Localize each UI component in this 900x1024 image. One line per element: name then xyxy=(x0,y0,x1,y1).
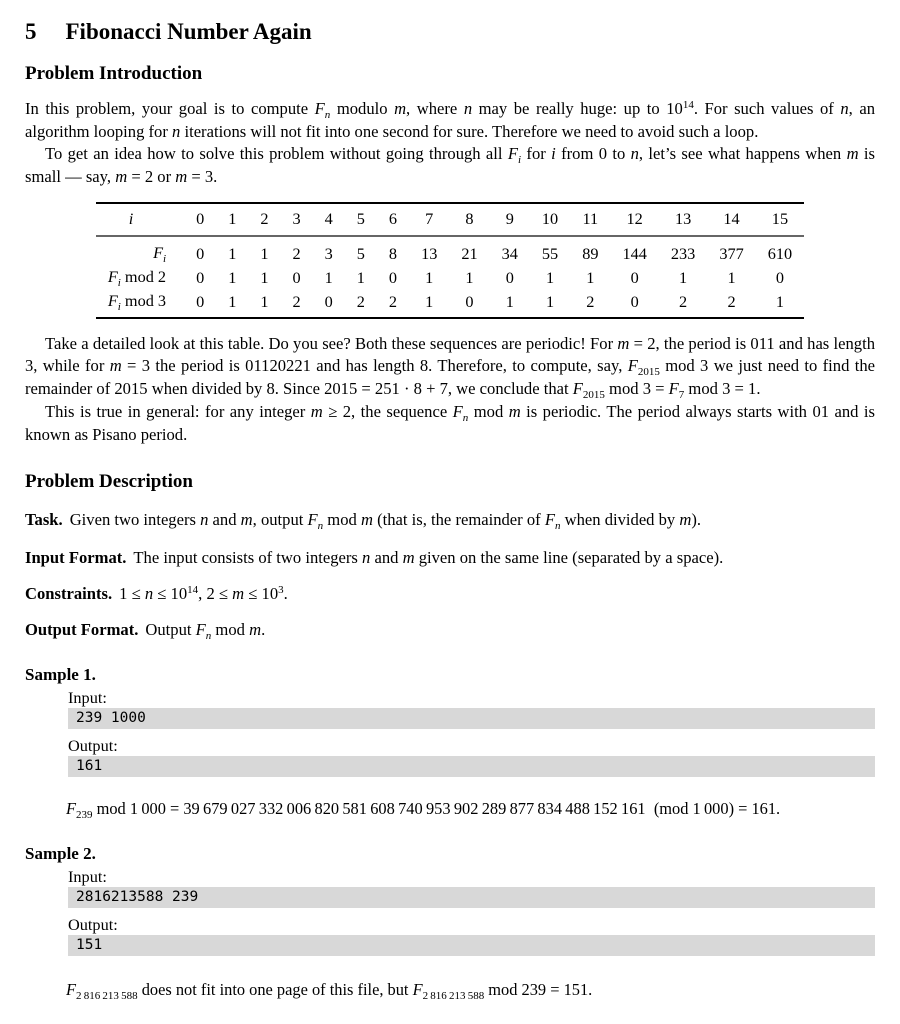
table-header-cell: 12 xyxy=(610,203,658,236)
table-row xyxy=(96,290,804,318)
text-run: n xyxy=(200,509,209,529)
table-cell: 0 xyxy=(775,268,785,288)
intro-heading: Problem Introduction xyxy=(25,63,203,84)
text-run: and xyxy=(370,547,403,567)
text-run: F xyxy=(307,509,318,529)
table-cell: 610 xyxy=(767,244,793,264)
table-header-cell: 7 xyxy=(409,203,449,236)
sample-2-output-label: Output: xyxy=(68,914,118,934)
table-cell: 34 xyxy=(501,244,518,264)
text-run: F xyxy=(107,291,118,311)
text-run: is periodic. The period always starts with 01 and is known as Pisano period. xyxy=(25,402,875,445)
text-run: n xyxy=(554,519,561,532)
sample-2-input-value: 2816213588 239 xyxy=(68,887,875,908)
text-run: n xyxy=(324,109,331,121)
text-run: 14 xyxy=(187,583,199,596)
text-run: n xyxy=(172,122,181,141)
text-run: n xyxy=(462,412,469,425)
text-run: n xyxy=(362,547,371,567)
text-run: F xyxy=(195,619,206,639)
text-run: given on the same line (separated by a space). xyxy=(414,547,724,567)
table-cell: 1 xyxy=(228,268,237,288)
text-run: m xyxy=(402,547,415,567)
description-heading: Problem Description xyxy=(25,470,193,492)
table-header-cell: 0 xyxy=(184,203,216,236)
table-cell: 2 xyxy=(292,244,301,264)
text-run: The input consists of two integers xyxy=(133,547,363,567)
sample-2-input-label: Input: xyxy=(68,866,107,886)
text-run: n xyxy=(840,99,849,118)
table-cell: 1 xyxy=(260,292,269,312)
text-run: 14 xyxy=(682,99,694,111)
constraints-label: Constraints. xyxy=(25,583,113,603)
table-header-cell: 8 xyxy=(449,203,489,236)
text-run: F xyxy=(668,379,679,399)
text-run: and xyxy=(208,509,241,529)
table-cell: 1 xyxy=(260,268,269,288)
text-run: n xyxy=(630,143,639,163)
text-run: F xyxy=(66,798,77,818)
text-run: m xyxy=(240,509,253,529)
text-run: from 0 to xyxy=(555,143,631,163)
text-run: = 2, the period is 011 and has length 3, while for xyxy=(25,334,875,376)
intro-paragraph-2 xyxy=(25,143,875,188)
text-run: mod xyxy=(211,619,250,639)
text-run: m xyxy=(249,619,262,639)
text-run: 2 816 213 588 xyxy=(76,989,138,1002)
table-cell: 2 xyxy=(586,292,595,312)
text-run: F xyxy=(452,402,463,422)
text-run: Given two integers xyxy=(69,509,201,529)
pisano-table-wrapper xyxy=(25,202,875,319)
text-run: 1 ≤ xyxy=(119,583,145,603)
table-cell: 1 xyxy=(505,292,514,312)
table-cell: 1 xyxy=(775,292,785,312)
table-cell: 1 xyxy=(727,268,736,288)
text-run: m xyxy=(232,583,245,603)
text-run: , where xyxy=(406,99,464,118)
text-run: F xyxy=(544,509,555,529)
table-cell: 1 xyxy=(465,268,474,288)
text-run: m xyxy=(360,509,373,529)
intro-paragraph-1 xyxy=(25,98,875,143)
text-run: mod xyxy=(323,509,361,529)
text-run: 2015 xyxy=(582,389,605,402)
table-cell: 2 xyxy=(356,292,365,312)
task-text xyxy=(69,509,702,532)
table-header-cell: 14 xyxy=(707,203,755,236)
table-cell: 1 xyxy=(324,268,333,288)
table-header-cell: 11 xyxy=(570,203,610,236)
text-run: mod xyxy=(468,402,509,422)
table-cell: 0 xyxy=(196,244,205,264)
sample-2-output-value: 151 xyxy=(68,935,875,956)
table-cell: 1 xyxy=(425,268,434,288)
sample-1-output-label: Output: xyxy=(68,735,118,755)
table-header-label xyxy=(96,203,184,236)
table-cell: 1 xyxy=(545,292,555,312)
text-run: n xyxy=(463,99,473,118)
section-title xyxy=(25,19,875,45)
pisano-table xyxy=(96,202,804,319)
text-run: F xyxy=(314,99,325,118)
table-row xyxy=(96,266,804,290)
task-item xyxy=(25,509,875,532)
constraints-text xyxy=(119,584,288,603)
text-run: m xyxy=(109,356,122,376)
sample-1-input-label: Input: xyxy=(68,687,107,707)
intro-paragraph-4 xyxy=(25,401,875,446)
text-run: m xyxy=(310,402,323,422)
text-run: m xyxy=(508,402,521,422)
table-cell: 1 xyxy=(228,292,237,312)
text-run: m xyxy=(115,166,128,186)
text-run: m xyxy=(394,99,407,118)
text-run: may be really huge: up to 10 xyxy=(472,99,683,118)
text-run: mod 1 000 = 39 679 027 332 006 820 581 608 740 953 902 289 877 834 488 152 161 (mod 1 000) = 161. xyxy=(92,798,781,818)
table-row-label xyxy=(96,266,184,290)
text-run: F xyxy=(66,979,77,999)
table-cell: 377 xyxy=(719,244,744,264)
sample-1-heading: Sample 1. xyxy=(25,664,96,684)
text-run: 3 xyxy=(278,583,284,596)
text-run: Output xyxy=(145,619,196,639)
table-cell: 2 xyxy=(727,292,736,312)
table-header-cell: 15 xyxy=(756,203,804,236)
table-row xyxy=(96,236,804,266)
text-run: m xyxy=(846,143,859,163)
text-run: m xyxy=(175,166,188,186)
text-run: . xyxy=(261,619,266,639)
table-cell: 1 xyxy=(545,268,555,288)
table-header-cell: 6 xyxy=(377,203,409,236)
text-run: n xyxy=(317,519,324,532)
section-title-text: Fibonacci Number Again xyxy=(65,19,312,44)
text-run: n xyxy=(144,583,154,603)
text-run: mod 3 = 1. xyxy=(684,379,761,399)
text-run: F xyxy=(627,356,638,376)
text-run: i xyxy=(128,209,134,229)
table-cell: 55 xyxy=(541,244,559,264)
intro-paragraph-3 xyxy=(25,333,875,401)
text-run: . For such values of xyxy=(693,99,841,118)
table-header-cell: 2 xyxy=(248,203,280,236)
text-run: when divided by xyxy=(560,509,680,529)
text-run: F xyxy=(507,143,519,163)
table-cell: 0 xyxy=(292,268,301,288)
text-run: mod 3 we just need to find the remainder of 2015 when divided by 8. Since 2015 = 251 · 8 + 7, we conclude that xyxy=(25,356,876,399)
input-format-item xyxy=(25,547,875,568)
text-run: m xyxy=(617,334,630,354)
text-run: = 3. xyxy=(187,166,218,186)
table-cell: 0 xyxy=(630,292,639,312)
table-cell: 1 xyxy=(260,244,269,264)
text-run: mod 2 xyxy=(120,267,167,287)
text-run: mod 239 = 151. xyxy=(484,979,593,999)
text-run: (that is, the remainder of xyxy=(372,509,545,529)
text-run: In this problem, your goal is to compute xyxy=(25,99,315,118)
text-run: This is true in general: for any integer xyxy=(45,402,311,422)
text-run: i xyxy=(117,277,121,290)
table-cell: 144 xyxy=(622,244,647,264)
sample-1-block xyxy=(25,665,875,821)
input-format-label: Input Format. xyxy=(25,547,127,567)
text-run: , output xyxy=(252,509,308,529)
table-cell: 0 xyxy=(388,268,398,288)
output-format-text xyxy=(145,619,266,642)
table-cell: 0 xyxy=(196,268,205,288)
text-run: . xyxy=(283,583,288,603)
text-run: m xyxy=(679,509,692,529)
text-run: To get an idea how to solve this problem without going through all xyxy=(45,143,508,163)
table-header-cell: 13 xyxy=(659,203,707,236)
text-run: ≥ 2, the sequence xyxy=(322,402,453,422)
text-run: , 2 ≤ xyxy=(198,583,233,603)
table-header-cell: 3 xyxy=(281,203,313,236)
text-run: is small — say, xyxy=(25,143,875,186)
text-run: F xyxy=(572,379,583,399)
text-run: modulo xyxy=(330,99,395,118)
table-cell: 8 xyxy=(388,244,398,264)
text-run: i xyxy=(551,143,556,163)
text-run: ≤ 10 xyxy=(153,583,188,603)
table-cell: 1 xyxy=(425,292,434,312)
task-label: Task. xyxy=(25,509,63,529)
table-cell: 3 xyxy=(324,244,333,264)
table-cell: 0 xyxy=(196,292,205,312)
sample-1-note xyxy=(66,797,875,821)
constraints-item xyxy=(25,583,875,604)
text-run: = 2 or xyxy=(127,166,176,186)
sample-1-input-value: 239 1000 xyxy=(68,708,875,729)
table-cell: 0 xyxy=(505,268,514,288)
text-run: for xyxy=(521,143,552,163)
table-cell: 2 xyxy=(388,292,398,312)
text-run: i xyxy=(163,253,167,266)
table-cell: 5 xyxy=(356,244,365,264)
table-cell: 0 xyxy=(324,292,333,312)
table-header-cell: 1 xyxy=(216,203,248,236)
text-run: ≤ 10 xyxy=(244,583,279,603)
table-header-cell: 9 xyxy=(490,203,530,236)
text-run: does not fit into one page of this file, but xyxy=(137,979,413,999)
text-run: mod 3 = xyxy=(604,379,669,399)
table-cell: 0 xyxy=(630,268,639,288)
output-format-label: Output Format. xyxy=(25,619,139,639)
table-cell: 89 xyxy=(582,244,599,264)
text-run: i xyxy=(117,301,121,314)
text-run: i xyxy=(518,153,522,166)
table-header-row xyxy=(96,203,804,236)
text-run: , an algorithm looping for xyxy=(25,99,875,141)
text-run: F xyxy=(153,243,164,263)
table-header-cell: 4 xyxy=(313,203,345,236)
table-cell: 233 xyxy=(670,244,696,264)
table-cell: 2 xyxy=(292,292,301,312)
text-run: F xyxy=(412,979,423,999)
table-header-cell: 10 xyxy=(530,203,570,236)
sample-2-heading: Sample 2. xyxy=(25,843,96,863)
sample-1-output-value: 161 xyxy=(68,756,875,777)
text-run: Take a detailed look at this table. Do you see? Both these sequences are periodic! For xyxy=(45,334,618,354)
text-run: 2 816 213 588 xyxy=(422,989,485,1002)
text-run: 239 xyxy=(76,808,93,821)
table-cell: 13 xyxy=(421,244,438,264)
table-cell: 21 xyxy=(461,244,478,264)
table-cell: 1 xyxy=(356,268,365,288)
sample-2-note xyxy=(66,978,875,1002)
table-row-label xyxy=(96,236,184,266)
table-header-cell: 5 xyxy=(345,203,377,236)
table-cell: 2 xyxy=(679,292,688,312)
table-cell: 1 xyxy=(586,268,595,288)
text-run: 7 xyxy=(678,389,685,402)
text-run: ). xyxy=(691,509,702,529)
text-run: F xyxy=(107,267,118,287)
table-row-label xyxy=(96,290,184,318)
output-format-item xyxy=(25,619,875,642)
sample-2-block xyxy=(25,844,875,1002)
table-cell: 1 xyxy=(679,268,688,288)
text-run: , let’s see what happens when xyxy=(638,143,847,163)
table-cell: 0 xyxy=(465,292,474,312)
section-number: 5 xyxy=(25,19,37,44)
input-format-text xyxy=(133,548,723,567)
text-run: mod 3 xyxy=(120,291,167,311)
text-run: 2015 xyxy=(637,366,660,379)
text-run: n xyxy=(205,629,212,642)
table-cell: 1 xyxy=(228,244,237,264)
text-run: = 3 the period is 01120221 and has length 8. Therefore, to compute, say, xyxy=(121,356,628,376)
text-run: iterations will not fit into one second for sure. Therefore we need to avoid such a loop. xyxy=(180,122,759,141)
